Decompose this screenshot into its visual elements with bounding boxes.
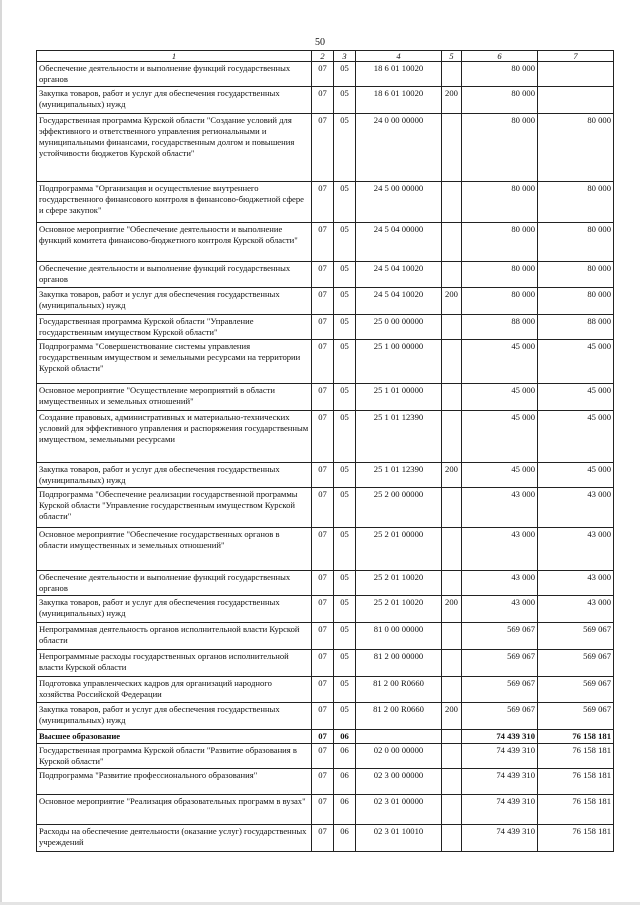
column-number-row: [37, 51, 614, 62]
cell-v2: 45 000: [538, 463, 614, 488]
cell-v2: 569 067: [538, 623, 614, 650]
cell-v1: 80 000: [462, 223, 538, 262]
cell-rz: 07: [312, 223, 334, 262]
cell-v1: 45 000: [462, 463, 538, 488]
table-row: [37, 744, 614, 769]
cell-v2: 45 000: [538, 340, 614, 384]
cell-vr: [442, 262, 462, 288]
cell-name: Государственная программа Курской области "Развитие образования в Курской области": [37, 744, 312, 769]
cell-pr: 05: [334, 384, 356, 411]
cell-rz: 07: [312, 87, 334, 114]
cell-vr: [442, 528, 462, 571]
cell-v1: 569 067: [462, 650, 538, 677]
page-number: 50: [315, 37, 325, 48]
cell-csr: 25 2 01 00000: [356, 528, 442, 571]
cell-rz: 07: [312, 769, 334, 795]
table-row: [37, 703, 614, 730]
cell-vr: [442, 795, 462, 825]
cell-vr: 200: [442, 703, 462, 730]
cell-pr: 06: [334, 744, 356, 769]
table-row: [37, 650, 614, 677]
cell-pr: 05: [334, 182, 356, 223]
cell-v1: 80 000: [462, 262, 538, 288]
table-row: [37, 528, 614, 571]
cell-v1: 45 000: [462, 411, 538, 463]
table-row: [37, 488, 614, 528]
cell-v1: 45 000: [462, 384, 538, 411]
table-row: [37, 596, 614, 623]
table-row: [37, 340, 614, 384]
cell-csr: 25 2 01 10020: [356, 596, 442, 623]
cell-name: Высшее образование: [37, 730, 312, 744]
cell-v2: 76 158 181: [538, 769, 614, 795]
cell-csr: 25 1 01 12390: [356, 463, 442, 488]
cell-v1: 74 439 310: [462, 795, 538, 825]
table-row: [37, 825, 614, 852]
cell-v2: 88 000: [538, 315, 614, 340]
cell-pr: 05: [334, 262, 356, 288]
cell-pr: 05: [334, 650, 356, 677]
cell-v2: 569 067: [538, 677, 614, 703]
cell-pr: 05: [334, 223, 356, 262]
cell-csr: 24 5 04 10020: [356, 288, 442, 315]
cell-v2: 43 000: [538, 528, 614, 571]
table-row: [37, 411, 614, 463]
cell-vr: [442, 677, 462, 703]
cell-v1: 569 067: [462, 623, 538, 650]
cell-v1: 80 000: [462, 182, 538, 223]
cell-name: Подпрограмма "Организация и осуществление внутреннего государственного финансового контроля в финансово-бюджетной сфере и сфере закупок": [37, 182, 312, 223]
cell-v1: 74 439 310: [462, 769, 538, 795]
cell-pr: 05: [334, 62, 356, 87]
cell-v1: 569 067: [462, 677, 538, 703]
cell-vr: 200: [442, 463, 462, 488]
cell-v2: 45 000: [538, 384, 614, 411]
cell-csr: 02 3 00 00000: [356, 769, 442, 795]
cell-pr: 05: [334, 596, 356, 623]
cell-name: Обеспечение деятельности и выполнение функций государственных органов: [37, 262, 312, 288]
cell-name: Подпрограмма "Обеспечение реализации государственной программы Курской области "Управление государственным имуществом Курской области": [37, 488, 312, 528]
cell-csr: 81 2 00 00000: [356, 650, 442, 677]
cell-v2: 43 000: [538, 596, 614, 623]
cell-csr: 25 1 01 12390: [356, 411, 442, 463]
cell-csr: 25 1 00 00000: [356, 340, 442, 384]
cell-v2: 569 067: [538, 650, 614, 677]
cell-name: Непрограммные расходы государственных органов исполнительной власти Курской области: [37, 650, 312, 677]
cell-rz: 07: [312, 795, 334, 825]
cell-name: Закупка товаров, работ и услуг для обеспечения государственных (муниципальных) нужд: [37, 703, 312, 730]
cell-v1: 43 000: [462, 528, 538, 571]
cell-name: Закупка товаров, работ и услуг для обеспечения государственных (муниципальных) нужд: [37, 463, 312, 488]
column-header: 7: [538, 51, 614, 62]
cell-name: Закупка товаров, работ и услуг для обеспечения государственных (муниципальных) нужд: [37, 288, 312, 315]
cell-rz: 07: [312, 623, 334, 650]
cell-pr: 05: [334, 623, 356, 650]
cell-v1: 88 000: [462, 315, 538, 340]
table-row: [37, 795, 614, 825]
cell-csr: 81 2 00 R0660: [356, 677, 442, 703]
cell-csr: 02 3 01 00000: [356, 795, 442, 825]
cell-v2: 80 000: [538, 182, 614, 223]
cell-v1: 74 439 310: [462, 730, 538, 744]
cell-pr: 05: [334, 528, 356, 571]
cell-rz: 07: [312, 340, 334, 384]
cell-vr: [442, 340, 462, 384]
cell-rz: 07: [312, 528, 334, 571]
cell-pr: 05: [334, 488, 356, 528]
cell-pr: 05: [334, 288, 356, 315]
cell-rz: 07: [312, 62, 334, 87]
cell-name: Государственная программа Курской области "Управление государственным имуществом Курской области": [37, 315, 312, 340]
cell-v2: 43 000: [538, 571, 614, 596]
cell-name: Обеспечение деятельности и выполнение функций государственных органов: [37, 62, 312, 87]
cell-rz: 07: [312, 571, 334, 596]
cell-csr: 24 5 04 10020: [356, 262, 442, 288]
cell-v2: 76 158 181: [538, 795, 614, 825]
cell-rz: 07: [312, 825, 334, 852]
cell-vr: [442, 825, 462, 852]
scan-edge: [0, 0, 2, 905]
cell-vr: [442, 223, 462, 262]
cell-rz: 07: [312, 703, 334, 730]
table-row: [37, 182, 614, 223]
cell-vr: [442, 623, 462, 650]
cell-v2: 569 067: [538, 703, 614, 730]
cell-vr: [442, 411, 462, 463]
cell-rz: 07: [312, 463, 334, 488]
cell-v2: 45 000: [538, 411, 614, 463]
cell-name: Непрограммная деятельность органов исполнительной власти Курской области: [37, 623, 312, 650]
cell-vr: 200: [442, 87, 462, 114]
cell-vr: [442, 62, 462, 87]
cell-rz: 07: [312, 411, 334, 463]
cell-v2: 76 158 181: [538, 730, 614, 744]
cell-v1: 43 000: [462, 488, 538, 528]
cell-v1: 80 000: [462, 62, 538, 87]
cell-vr: [442, 384, 462, 411]
cell-rz: 07: [312, 730, 334, 744]
cell-vr: 200: [442, 288, 462, 315]
cell-v2: 43 000: [538, 488, 614, 528]
column-header: 6: [462, 51, 538, 62]
cell-pr: 05: [334, 87, 356, 114]
cell-v1: 45 000: [462, 340, 538, 384]
cell-vr: [442, 650, 462, 677]
cell-pr: 05: [334, 315, 356, 340]
cell-rz: 07: [312, 677, 334, 703]
column-header: 1: [37, 51, 312, 62]
table-row: [37, 315, 614, 340]
table-row: [37, 223, 614, 262]
cell-csr: 18 6 01 10020: [356, 87, 442, 114]
cell-vr: [442, 182, 462, 223]
cell-csr: 25 1 01 00000: [356, 384, 442, 411]
cell-name: Основное мероприятие "Обеспечение государственных органов в области имущественных и земельных отношений": [37, 528, 312, 571]
cell-name: Обеспечение деятельности и выполнение функций государственных органов: [37, 571, 312, 596]
cell-rz: 07: [312, 596, 334, 623]
cell-csr: 02 3 01 10010: [356, 825, 442, 852]
cell-name: Закупка товаров, работ и услуг для обеспечения государственных (муниципальных) нужд: [37, 87, 312, 114]
cell-rz: 07: [312, 182, 334, 223]
cell-v1: 80 000: [462, 87, 538, 114]
cell-v2: 80 000: [538, 288, 614, 315]
cell-pr: 06: [334, 825, 356, 852]
cell-rz: 07: [312, 384, 334, 411]
cell-rz: 07: [312, 744, 334, 769]
cell-pr: 06: [334, 769, 356, 795]
column-header: 4: [356, 51, 442, 62]
cell-name: Подпрограмма "Совершенствование системы управления государственным имуществом и земельными ресурсами на территории Курской области": [37, 340, 312, 384]
cell-rz: 07: [312, 288, 334, 315]
cell-csr: 81 2 00 R0660: [356, 703, 442, 730]
cell-csr: 25 2 01 10020: [356, 571, 442, 596]
table-row: [37, 463, 614, 488]
table-row: [37, 769, 614, 795]
cell-pr: 05: [334, 340, 356, 384]
cell-rz: 07: [312, 315, 334, 340]
cell-name: Основное мероприятие "Обеспечение деятельности и выполнение функций комитета финансово-бюджетного контроля Курской области": [37, 223, 312, 262]
cell-v2: 76 158 181: [538, 825, 614, 852]
cell-name: Подпрограмма "Развитие профессионального образования": [37, 769, 312, 795]
cell-pr: 05: [334, 114, 356, 182]
cell-name: Основное мероприятие "Осуществление мероприятий в области имущественных и земельных отношений": [37, 384, 312, 411]
cell-vr: [442, 488, 462, 528]
table-row: [37, 677, 614, 703]
cell-vr: [442, 315, 462, 340]
cell-vr: [442, 730, 462, 744]
cell-pr: 05: [334, 571, 356, 596]
cell-name: Государственная программа Курской области "Создание условий для эффективного и ответственного управления региональными и муниципальными финансами, государственным долгом и повышения устойчивости бюджетов Курской области": [37, 114, 312, 182]
cell-pr: 05: [334, 703, 356, 730]
cell-csr: 81 0 00 00000: [356, 623, 442, 650]
cell-csr: 25 0 00 00000: [356, 315, 442, 340]
cell-v1: 74 439 310: [462, 744, 538, 769]
table-row: [37, 62, 614, 87]
table-row: [37, 384, 614, 411]
table-row: [37, 730, 614, 744]
cell-csr: 18 6 01 10020: [356, 62, 442, 87]
cell-vr: 200: [442, 596, 462, 623]
column-header: 5: [442, 51, 462, 62]
cell-vr: [442, 114, 462, 182]
cell-csr: 24 5 04 00000: [356, 223, 442, 262]
cell-rz: 07: [312, 488, 334, 528]
cell-vr: [442, 571, 462, 596]
table-row: [37, 623, 614, 650]
cell-v1: 80 000: [462, 114, 538, 182]
cell-rz: 07: [312, 114, 334, 182]
cell-csr: [356, 730, 442, 744]
cell-v1: 569 067: [462, 703, 538, 730]
cell-pr: 06: [334, 730, 356, 744]
cell-name: Создание правовых, административных и материально-технических условий для эффективного управления и распоряжения государственным имуществом, земельными ресурсами: [37, 411, 312, 463]
table-row: [37, 571, 614, 596]
cell-name: Подготовка управленческих кадров для организаций народного хозяйства Российской Федерации: [37, 677, 312, 703]
cell-csr: 25 2 00 00000: [356, 488, 442, 528]
cell-name: Расходы на обеспечение деятельности (оказание услуг) государственных учреждений: [37, 825, 312, 852]
cell-v2: [538, 62, 614, 87]
table-row: [37, 87, 614, 114]
cell-vr: [442, 744, 462, 769]
budget-table: [36, 50, 614, 852]
cell-v2: [538, 87, 614, 114]
table-row: [37, 288, 614, 315]
cell-v1: 80 000: [462, 288, 538, 315]
cell-v1: 43 000: [462, 596, 538, 623]
cell-v2: 80 000: [538, 114, 614, 182]
table-row: [37, 114, 614, 182]
cell-rz: 07: [312, 650, 334, 677]
cell-v1: 43 000: [462, 571, 538, 596]
cell-csr: 24 0 00 00000: [356, 114, 442, 182]
cell-csr: 02 0 00 00000: [356, 744, 442, 769]
cell-v2: 80 000: [538, 223, 614, 262]
table-row: [37, 262, 614, 288]
cell-rz: 07: [312, 262, 334, 288]
cell-pr: 05: [334, 463, 356, 488]
cell-v2: 76 158 181: [538, 744, 614, 769]
column-header: 3: [334, 51, 356, 62]
cell-pr: 06: [334, 795, 356, 825]
cell-csr: 24 5 00 00000: [356, 182, 442, 223]
cell-pr: 05: [334, 411, 356, 463]
column-header: 2: [312, 51, 334, 62]
cell-v1: 74 439 310: [462, 825, 538, 852]
cell-name: Закупка товаров, работ и услуг для обеспечения государственных (муниципальных) нужд: [37, 596, 312, 623]
cell-v2: 80 000: [538, 262, 614, 288]
cell-pr: 05: [334, 677, 356, 703]
cell-name: Основное мероприятие "Реализация образовательных программ в вузах": [37, 795, 312, 825]
cell-vr: [442, 769, 462, 795]
